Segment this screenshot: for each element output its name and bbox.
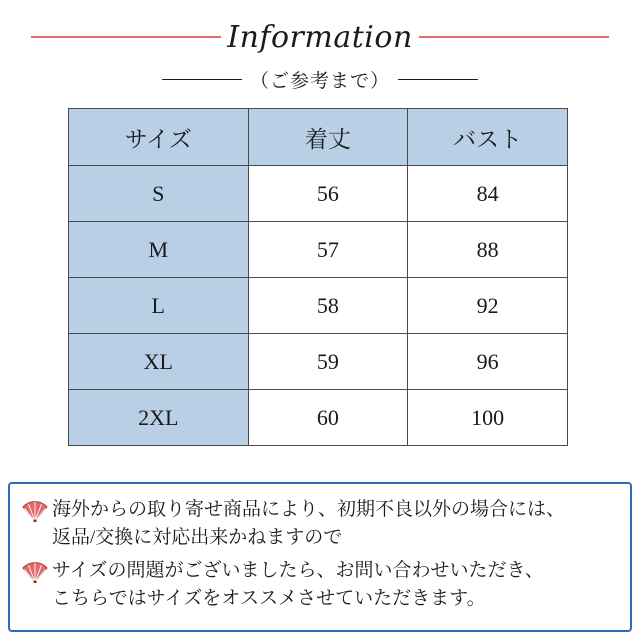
table-header-row (69, 109, 568, 166)
cell-bust: 92 (408, 278, 568, 334)
cell-bust: 84 (408, 166, 568, 222)
cell-length: 58 (248, 278, 408, 334)
cell-length: 56 (248, 166, 408, 222)
note-line-2: 返品/交換に対応出来かねますので (52, 526, 343, 548)
title-rule-left (31, 36, 221, 38)
folding-fan-icon (22, 561, 48, 583)
folding-fan-icon (22, 500, 48, 522)
subtitle-rule-left (162, 79, 242, 81)
title-row (0, 14, 640, 60)
column-header-length: 着丈 (248, 109, 408, 166)
cell-size: 2XL (69, 390, 249, 446)
table-row (69, 166, 568, 222)
table-row (69, 278, 568, 334)
cell-size: XL (69, 334, 249, 390)
cell-length: 60 (248, 390, 408, 446)
page-title: Information (227, 19, 413, 55)
page-subtitle: （ご参考まで） (249, 71, 390, 92)
subtitle-rule-right (398, 79, 478, 81)
subtitle-row (0, 66, 640, 93)
table-row (69, 222, 568, 278)
cell-size: S (69, 166, 249, 222)
cell-size: M (69, 222, 249, 278)
note-item (22, 496, 620, 551)
note-text (52, 496, 565, 551)
note-line-1: 海外からの取り寄せ商品により、初期不良以外の場合には、 (52, 499, 566, 520)
header (0, 0, 640, 100)
column-header-bust: バスト (408, 109, 568, 166)
size-table-wrapper (0, 100, 640, 446)
note-line-1: サイズの問題がございましたら、お問い合わせいただき、 (52, 560, 544, 582)
note-text (52, 557, 544, 612)
column-header-size: サイズ (69, 109, 249, 166)
table-head (69, 109, 568, 166)
cell-length: 59 (248, 334, 408, 390)
size-table (68, 108, 568, 446)
cell-size: L (69, 278, 249, 334)
cell-bust: 96 (408, 334, 568, 390)
notes-box (8, 482, 632, 632)
cell-bust: 88 (408, 222, 568, 278)
table-row (69, 390, 568, 446)
cell-bust: 100 (408, 390, 568, 446)
table-row (69, 334, 568, 390)
note-item (22, 557, 620, 612)
cell-length: 57 (248, 222, 408, 278)
note-line-2: こちらではサイズをオススメさせていただきます。 (52, 587, 486, 609)
title-rule-right (419, 36, 609, 38)
table-body (69, 166, 568, 446)
